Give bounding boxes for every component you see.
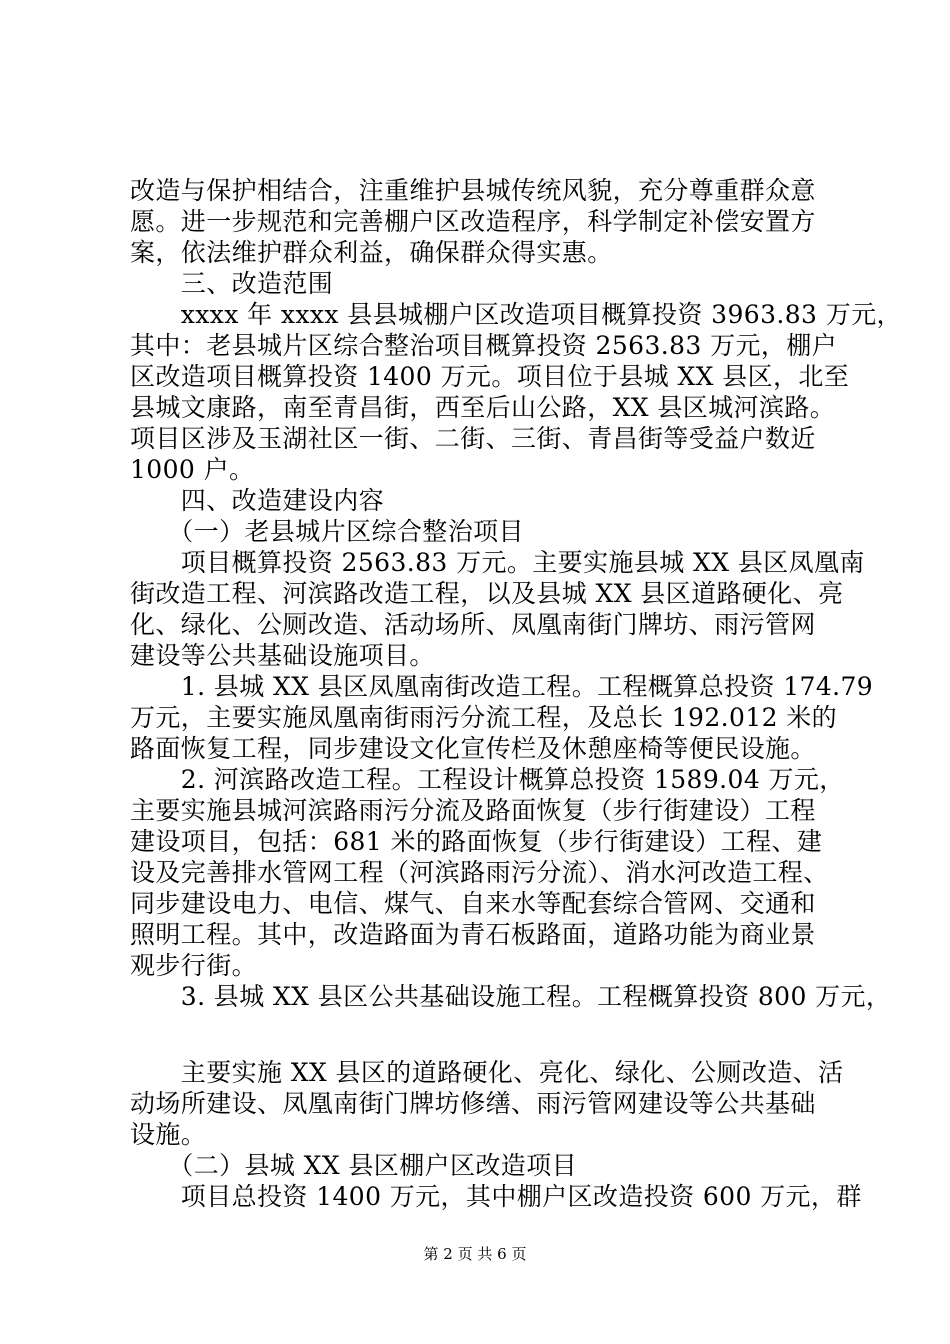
- text-line: 化、绿化、公厕改造、活动场所、凤凰南街门牌坊、雨污管网: [130, 610, 816, 639]
- text-line: 主要实施 XX 县区的道路硬化、亮化、绿化、公厕改造、活: [130, 1058, 844, 1087]
- text-line: 县城文康路，南至青昌街，西至后山公路，XX 县区城河滨路。: [130, 393, 836, 422]
- page-number-footer: 第 2 页 共 6 页: [423, 1245, 527, 1263]
- text-line: 建设等公共基础设施项目。: [130, 641, 435, 670]
- text-line: 万元，主要实施凤凰南街雨污分流工程，及总长 192.012 米的: [130, 703, 838, 732]
- text-line: 观步行街。: [130, 951, 258, 980]
- text-line: 主要实施县城河滨路雨污分流及路面恢复（步行街建设）工程: [130, 796, 816, 825]
- text-line: 项目区涉及玉湖社区一街、二街、三街、青昌街等受益户数近: [130, 424, 816, 453]
- text-line: 项目概算投资 2563.83 万元。主要实施县城 XX 县区凤凰南: [130, 548, 865, 577]
- text-line: 愿。进一步规范和完善棚户区改造程序，科学制定补偿安置方: [130, 207, 816, 236]
- text-line: 动场所建设、凤凰南街门牌坊修缮、雨污管网建设等公共基础: [130, 1089, 816, 1118]
- text-line: 照明工程。其中，改造路面为青石板路面，道路功能为商业景: [130, 920, 816, 949]
- subsection-heading: （二）县城 XX 县区棚户区改造项目: [130, 1151, 577, 1180]
- section-heading: 三、改造范围: [130, 269, 334, 298]
- text-line: 街改造工程、河滨路改造工程，以及县城 XX 县区道路硬化、亮: [130, 579, 844, 608]
- section-heading: 四、改造建设内容: [130, 486, 385, 515]
- subsection-heading: （一）老县城片区综合整治项目: [130, 517, 524, 546]
- text-line: 改造与保护相结合，注重维护县城传统风貌，充分尊重群众意: [130, 176, 816, 205]
- text-line: 建设项目，包括：681 米的路面恢复（步行街建设）工程、建: [130, 827, 823, 856]
- text-line: 1000 户。: [130, 455, 255, 484]
- text-line: 设及完善排水管网工程（河滨路雨污分流）、消水河改造工程、: [130, 858, 829, 887]
- text-line: 2. 河滨路改造工程。工程设计概算总投资 1589.04 万元，: [130, 765, 845, 794]
- text-line: 区改造项目概算投资 1400 万元。项目位于县城 XX 县区，北至: [130, 362, 850, 391]
- text-line: xxxx 年 xxxx 县县城棚户区改造项目概算投资 3963.83 万元，: [130, 300, 902, 329]
- text-line: 项目总投资 1400 万元，其中棚户区改造投资 600 万元，群: [130, 1182, 862, 1211]
- text-line: 路面恢复工程，同步建设文化宣传栏及休憩座椅等便民设施。: [130, 734, 816, 763]
- text-line: 3. 县城 XX 县区公共基础设施工程。工程概算投资 800 万元，: [130, 982, 892, 1011]
- text-line: 案，依法维护群众利益，确保群众得实惠。: [130, 238, 613, 267]
- text-line: 其中：老县城片区综合整治项目概算投资 2563.83 万元，棚户: [130, 331, 838, 360]
- text-line: 同步建设电力、电信、煤气、自来水等配套综合管网、交通和: [130, 889, 816, 918]
- text-line: 设施。: [130, 1120, 207, 1149]
- text-line: 1. 县城 XX 县区凤凰南街改造工程。工程概算总投资 174.79: [130, 672, 874, 701]
